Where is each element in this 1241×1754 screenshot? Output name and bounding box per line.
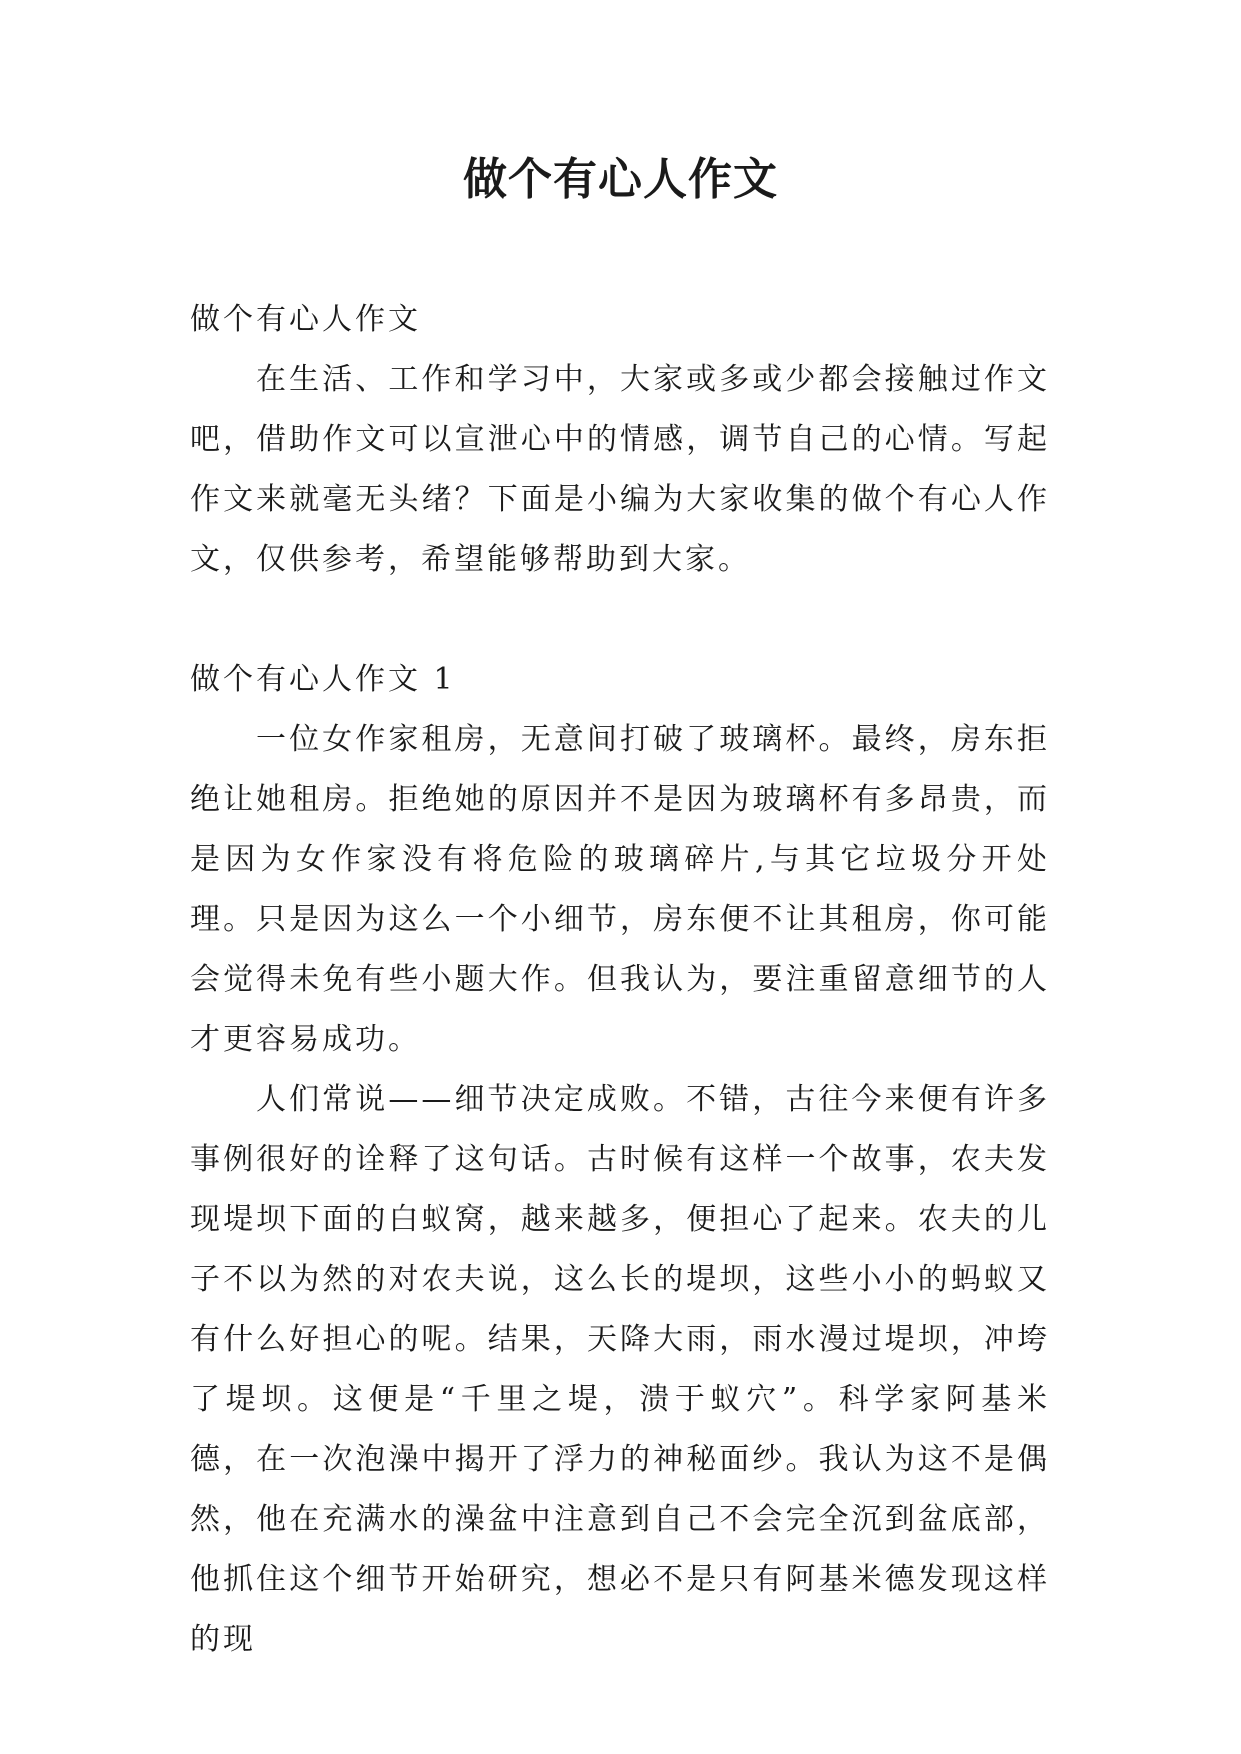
intro-heading: 做个有心人作文 (190, 302, 421, 337)
document-body (190, 290, 1050, 1670)
section1-heading: 做个有心人作文 1 (190, 662, 456, 697)
section1-paragraph: 人们常说——细节决定成败。不错，古往今来便有许多事例很好的诠释了这句话。古时候有这样一个故事，农夫发现堤坝下面的白蚁窝，越来越多，便担心了起来。农夫的儿子不以为然的对农夫说，这么长的堤坝，这些小小的蚂蚁又有什么好担心的呢。结果，天降大雨，雨水漫过堤坝，冲垮了堤坝。这便是“千里之堤，溃于蚁穴”。科学家阿基米德，在一次泡澡中揭开了浮力的神秘面纱。我认为这不是偶然，他在充满水的澡盆中注意到自己不会完全沉到盆底部，他抓住这个细节开始研究，想必不是只有阿基米德发现这样的现 (190, 1082, 1050, 1657)
section-spacer (190, 590, 1050, 650)
document-title: 做个有心人作文 (463, 154, 778, 205)
section1-paragraph: 一位女作家租房，无意间打破了玻璃杯。最终，房东拒绝让她租房。拒绝她的原因并不是因为玻璃杯有多昂贵，而是因为女作家没有将危险的玻璃碎片,与其它垃圾分开处理。只是因为这么一个小细节，房东便不让其租房，你可能会觉得未免有些小题大作。但我认为，要注重留意细节的人才更容易成功。 (190, 722, 1050, 1057)
intro-paragraph: 在生活、工作和学习中，大家或多或少都会接触过作文吧，借助作文可以宣泄心中的情感，调节自己的心情。写起作文来就毫无头绪？下面是小编为大家收集的做个有心人作文，仅供参考，希望能够帮助到大家。 (190, 362, 1050, 577)
